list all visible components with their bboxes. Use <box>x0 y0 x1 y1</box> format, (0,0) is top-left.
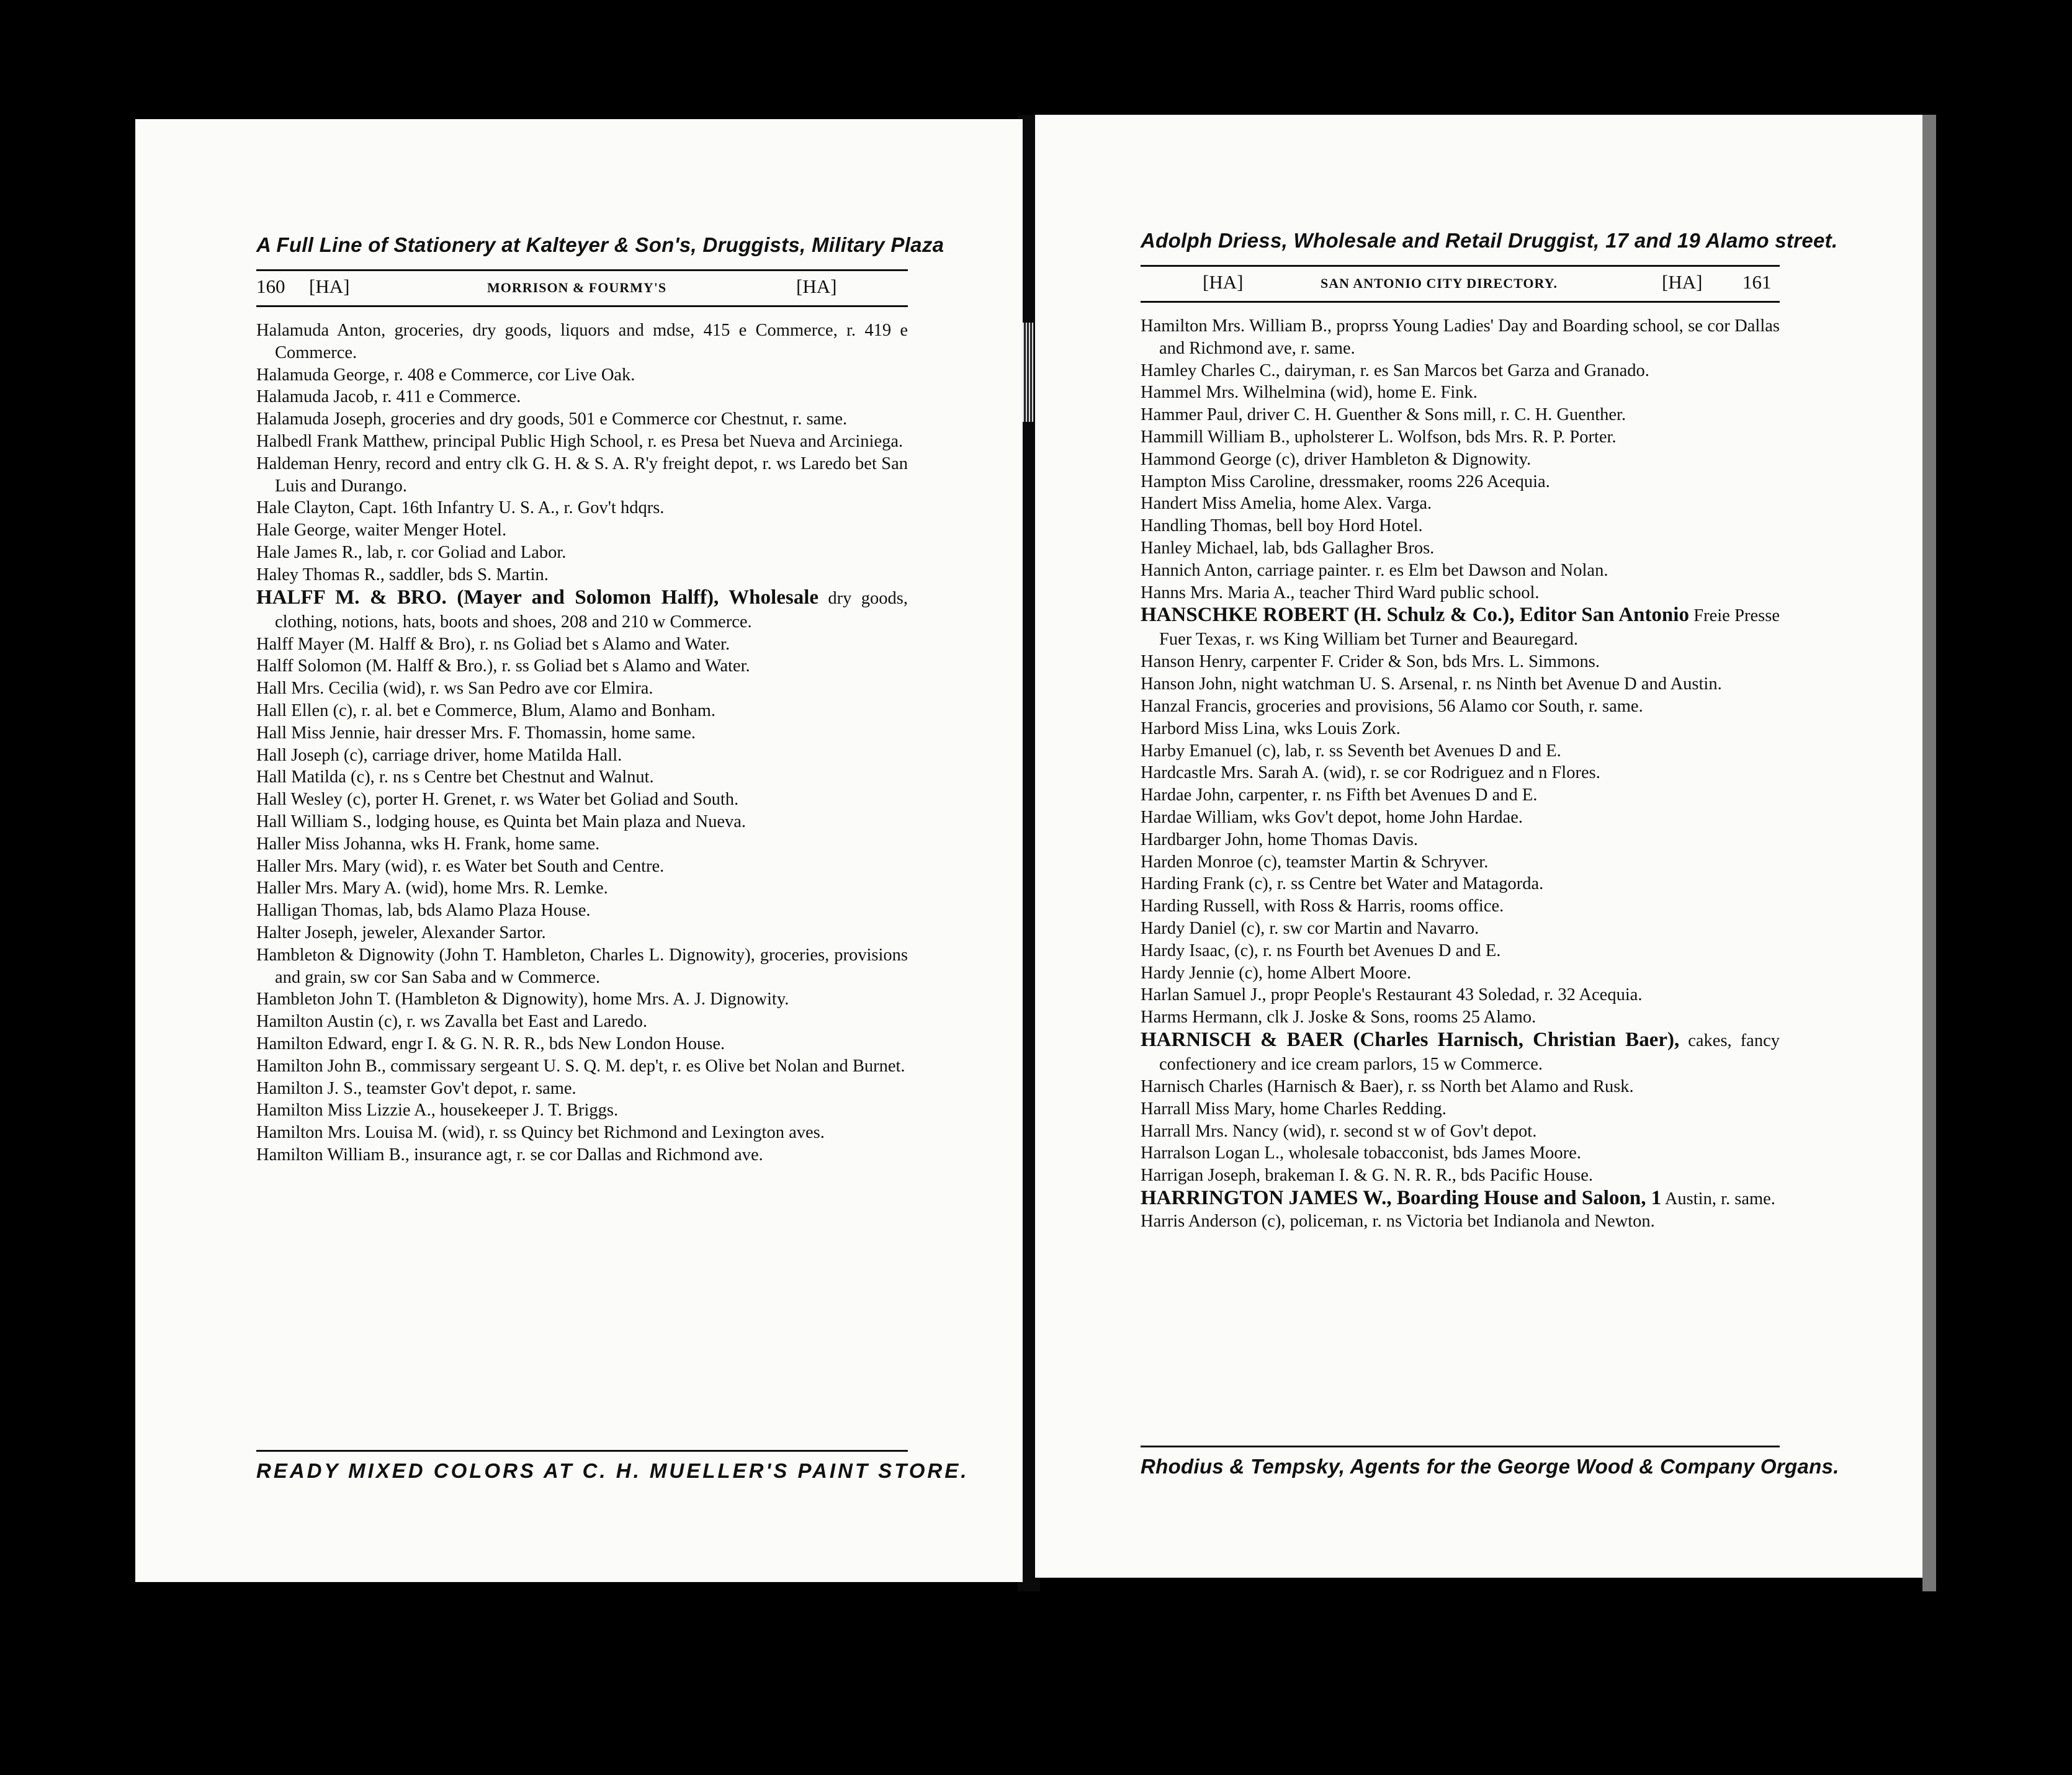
directory-entries <box>1141 315 1780 1233</box>
directory-entry: Hampton Miss Caroline, dressmaker, rooms 226 Acequia. <box>1141 472 1550 491</box>
directory-entry: Hanson John, night watchman U. S. Arsenal, r. ns Ninth bet Avenue D and Austin. <box>1141 674 1722 694</box>
directory-entry: Hall Mrs. Cecilia (wid), r. ws San Pedro ave cor Elmira. <box>256 679 653 699</box>
directory-entry: Hall Joseph (c), carriage driver, home Matilda Hall. <box>256 745 622 765</box>
directory-entry: Harrall Miss Mary, home Charles Redding. <box>1141 1099 1446 1119</box>
directory-entry: Haller Mrs. Mary (wid), r. es Water bet South and Centre. <box>256 856 665 876</box>
header-rule <box>256 269 908 271</box>
directory-entry: Hardbarger John, home Thomas Davis. <box>1141 829 1418 849</box>
directory-entry <box>1141 1187 1780 1210</box>
directory-entry: Hall Wesley (c), porter H. Grenet, r. ws Water bet Goliad and South. <box>256 790 739 810</box>
directory-entry: Hale George, waiter Menger Hotel. <box>256 521 507 540</box>
directory-entry: Hale James R., lab, r. cor Goliad and Labor. <box>256 542 567 562</box>
directory-entry: Halbedl Frank Matthew, principal Public High School, r. es Presa bet Nueva and Arciniega. <box>256 431 904 451</box>
directory-entry: Hambleton & Dignowity (John T. Hambleton, Charles L. Dignowity), groceries, provisions and grain, sw cor San Saba and w Commerce. <box>256 945 908 987</box>
directory-entry: Haldeman Henry, record and entry clk G. H. & S. A. R'y freight depot, r. ws Laredo bet San Luis and Durango. <box>256 454 908 496</box>
running-head <box>1141 271 1780 298</box>
directory-entry: Hall Matilda (c), r. ns s Centre bet Chestnut and Walnut. <box>256 767 654 787</box>
directory-entry: Hamilton J. S., teamster Gov't depot, r. same. <box>256 1078 576 1098</box>
directory-entry: Halligan Thomas, lab, bds Alamo Plaza House. <box>256 901 591 921</box>
directory-entry: Harby Emanuel (c), lab, r. ss Seventh bet Avenues D and E. <box>1141 741 1561 761</box>
directory-entry: Hardcastle Mrs. Sarah A. (wid), r. se cor Rodriguez and n Flores. <box>1141 763 1600 783</box>
page-number: 160 <box>256 275 285 297</box>
directory-entry: Harris Anderson (c), policeman, r. ns Victoria bet Indianola and Newton. <box>1141 1211 1655 1231</box>
directory-entry: Haller Miss Johanna, wks H. Frank, home same. <box>256 834 600 854</box>
directory-entry: Handert Miss Amelia, home Alex. Varga. <box>1141 494 1432 514</box>
directory-entry: Halamuda George, r. 408 e Commerce, cor Live Oak. <box>256 365 635 385</box>
directory-entry <box>1141 1029 1780 1076</box>
directory-entry: Harrigan Joseph, brakeman I. & G. N. R. R., bds Pacific House. <box>1141 1166 1593 1186</box>
directory-entry: Hamilton Miss Lizzie A., housekeeper J. T. Briggs. <box>256 1101 619 1120</box>
directory-entry: Hannich Anton, carriage painter. r. es Elm bet Dawson and Nolan. <box>1141 560 1608 580</box>
entry-text: Austin, r. same. <box>1661 1189 1775 1209</box>
section-label: [HA] <box>1662 271 1703 293</box>
directory-entry: Harding Frank (c), r. ss Centre bet Water and Matagorda. <box>1141 874 1544 894</box>
bottom-advertisement: Rhodius & Tempsky, Agents for the George Wood & Company Organs. <box>1141 1455 1839 1478</box>
directory-entry: Hardae John, carpenter, r. ns Fifth bet Avenues D and E. <box>1141 785 1538 805</box>
directory-entry: Harrall Mrs. Nancy (wid), r. second st w of Gov't depot. <box>1141 1121 1537 1141</box>
section-label: [HA] <box>309 275 350 297</box>
top-advertisement: A Full Line of Stationery at Kalteyer & Son's, Druggists, Military Plaza <box>256 233 944 256</box>
entry-text: dry goods, clothing, notions, hats, boots and shoes, 208 and 210 w Commerce. <box>275 588 908 632</box>
directory-entry: Hardae William, wks Gov't depot, home John Hardae. <box>1141 807 1523 827</box>
section-label: [HA] <box>1203 271 1244 293</box>
directory-entry: Hall Ellen (c), r. al. bet e Commerce, Blum, Alamo and Bonham. <box>256 700 716 720</box>
directory-entry: Hamilton Austin (c), r. ws Zavalla bet East and Laredo. <box>256 1012 647 1032</box>
directory-entry: Hall William S., lodging house, es Quinta bet Main plaza and Nueva. <box>256 811 747 831</box>
directory-entry: Halff Solomon (M. Halff & Bro.), r. ss Goliad bet s Alamo and Water. <box>256 656 750 676</box>
entry-text: Freie Presse Fuer Texas, r. ws King William bet Turner and Beauregard. <box>1159 606 1780 650</box>
directory-entry: Hale Clayton, Capt. 16th Infantry U. S. A., r. Gov't hdqrs. <box>256 498 665 518</box>
directory-entry: Hamilton John B., commissary sergeant U. S. Q. M. dep't, r. es Olive bet Nolan and Burnet. <box>256 1056 905 1076</box>
directory-entry: Hardy Isaac, (c), r. ns Fourth bet Avenues D and E. <box>1141 941 1501 960</box>
header-rule <box>1141 265 1780 267</box>
directory-entry: Hamilton Mrs. Louisa M. (wid), r. ss Quincy bet Richmond and Lexington aves. <box>256 1123 825 1143</box>
directory-entry: Hanley Michael, lab, bds Gallagher Bros. <box>1141 538 1435 558</box>
directory-entry: Harding Russell, with Ross & Harris, rooms office. <box>1141 896 1504 916</box>
directory-entry: Haley Thomas R., saddler, bds S. Martin. <box>256 565 549 584</box>
binding-thread <box>1023 323 1034 422</box>
directory-entry: Hardy Jennie (c), home Albert Moore. <box>1141 963 1412 983</box>
directory-entry: Harbord Miss Lina, wks Louis Zork. <box>1141 718 1401 738</box>
directory-entry: Halff Mayer (M. Halff & Bro), r. ns Goliad bet s Alamo and Water. <box>256 634 730 654</box>
directory-entry: Harlan Samuel J., propr People's Restaurant 43 Soledad, r. 32 Acequia. <box>1141 985 1643 1005</box>
entry-heading: HARNISCH & BAER (Charles Harnisch, Christian Baer), <box>1141 1028 1680 1051</box>
header-rule <box>256 305 908 307</box>
directory-entry: Hanzal Francis, groceries and provisions, 56 Alamo cor South, r. same. <box>1141 696 1643 716</box>
directory-entry: Hamley Charles C., dairyman, r. es San Marcos bet Garza and Granado. <box>1141 360 1649 380</box>
left-page <box>135 119 1023 1582</box>
directory-entry <box>256 586 908 633</box>
directory-entry: Hammer Paul, driver C. H. Guenther & Sons mill, r. C. H. Guenther. <box>1141 405 1626 425</box>
right-page <box>1035 115 1922 1578</box>
directory-entry: Hardy Daniel (c), r. sw cor Martin and Navarro. <box>1141 918 1479 938</box>
directory-entry: Hambleton John T. (Hambleton & Dignowity), home Mrs. A. J. Dignowity. <box>256 990 789 1009</box>
footer-rule <box>256 1450 908 1452</box>
entry-heading: HANSCHKE ROBERT (H. Schulz & Co.), Editor San Antonio <box>1141 604 1689 627</box>
entry-heading: HARRINGTON JAMES W., Boarding House and Saloon, 1 <box>1141 1186 1662 1209</box>
page-edge <box>1922 115 1936 1591</box>
directory-entry: Halter Joseph, jeweler, Alexander Sartor. <box>256 923 546 942</box>
directory-entry: Hammel Mrs. Wilhelmina (wid), home E. Fink. <box>1141 383 1478 403</box>
bottom-advertisement: READY MIXED COLORS AT C. H. MUELLER'S PAINT STORE. <box>256 1459 969 1482</box>
directory-entry <box>1141 604 1780 651</box>
directory-entry: Harnisch Charles (Harnisch & Baer), r. ss North bet Alamo and Rusk. <box>1141 1076 1634 1096</box>
section-label: [HA] <box>796 275 837 297</box>
directory-entry: Harralson Logan L., wholesale tobacconist, bds James Moore. <box>1141 1143 1581 1163</box>
header-rule <box>1141 301 1780 303</box>
directory-entry: Hammond George (c), driver Hambleton & Dignowity. <box>1141 449 1532 469</box>
running-head <box>256 275 908 303</box>
directory-entry: Halamuda Joseph, groceries and dry goods, 501 e Commerce cor Chestnut, r. same. <box>256 409 848 429</box>
entry-text: cakes, fancy confectionery and ice cream parlors, 15 w Commerce. <box>1159 1031 1780 1074</box>
directory-entry: Halamuda Anton, groceries, dry goods, liquors and mdse, 415 e Commerce, r. 419 e Commerce. <box>256 321 908 362</box>
page-number: 161 <box>1742 271 1772 293</box>
directory-entry: Haller Mrs. Mary A. (wid), home Mrs. R. Lemke. <box>256 879 608 898</box>
directory-entry: Hanns Mrs. Maria A., teacher Third Ward public school. <box>1141 583 1540 602</box>
directory-entry: Harms Hermann, clk J. Joske & Sons, rooms 25 Alamo. <box>1141 1008 1536 1027</box>
directory-entry: Hanson Henry, carpenter F. Crider & Son, bds Mrs. L. Simmons. <box>1141 652 1600 672</box>
top-advertisement: Adolph Driess, Wholesale and Retail Druggist, 17 and 19 Alamo street. <box>1141 229 1838 252</box>
directory-entry: Hammill William B., upholsterer L. Wolfson, bds Mrs. R. P. Porter. <box>1141 427 1617 447</box>
directory-entry: Hall Miss Jennie, hair dresser Mrs. F. Thomassin, home same. <box>256 723 696 743</box>
directory-entries <box>256 320 908 1166</box>
directory-entry: Harden Monroe (c), teamster Martin & Schryver. <box>1141 852 1489 872</box>
directory-entry: Hamilton Edward, engr I. & G. N. R. R., bds New London House. <box>256 1034 725 1053</box>
directory-entry: Handling Thomas, bell boy Hord Hotel. <box>1141 516 1423 536</box>
entry-heading: HALFF M. & BRO. (Mayer and Solomon Halff), Wholesale <box>256 586 819 609</box>
directory-entry: Halamuda Jacob, r. 411 e Commerce. <box>256 387 521 407</box>
directory-entry: Hamilton Mrs. William B., proprss Young Ladies' Day and Boarding school, se cor Dallas and Richmond ave, r. same. <box>1141 316 1780 358</box>
footer-rule <box>1141 1446 1780 1447</box>
publisher-name: SAN ANTONIO CITY DIRECTORY. <box>1321 275 1558 291</box>
directory-entry: Hamilton William B., insurance agt, r. se cor Dallas and Richmond ave. <box>256 1145 763 1165</box>
publisher-name: MORRISON & FOURMY'S <box>487 280 667 295</box>
